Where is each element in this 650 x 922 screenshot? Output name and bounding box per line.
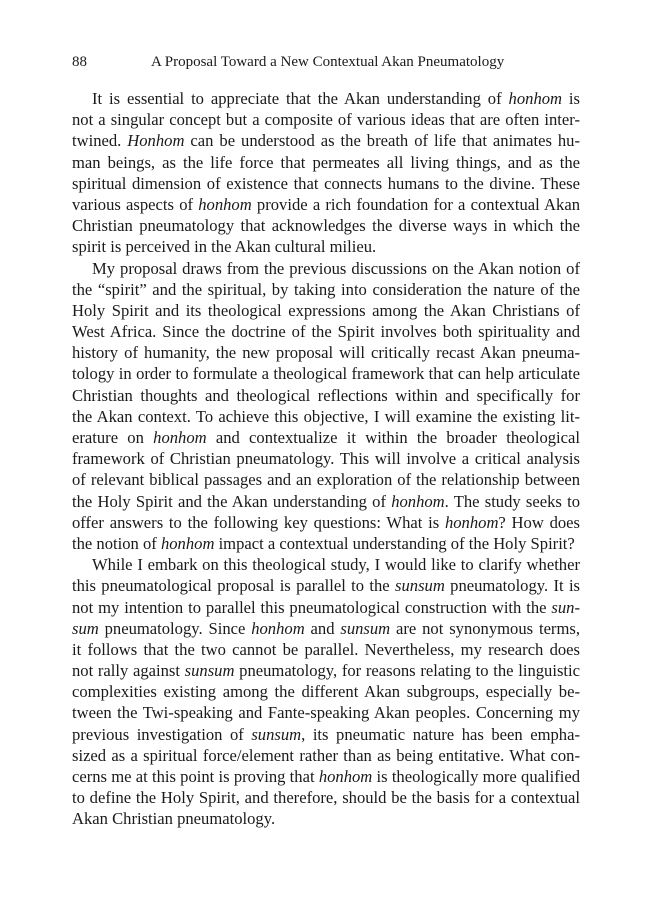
text-line	[72, 597, 580, 618]
text-run: twined.	[72, 131, 128, 151]
text-run: not my intention to parallel this pneumatological construction with the	[72, 597, 552, 617]
text-line	[72, 702, 580, 723]
text-run: is theologically more qualified	[372, 767, 580, 786]
italic-term: sum	[72, 618, 99, 638]
text-run: complexities existing among the different Akan subgroups, especially be-	[72, 682, 580, 702]
page-number: 88	[72, 54, 87, 70]
text-line	[72, 491, 580, 512]
italic-term: sunsum	[340, 618, 391, 638]
text-line	[72, 279, 580, 300]
text-run: . The study seeks to	[444, 491, 580, 511]
text-line	[72, 300, 580, 321]
text-run: pneumatology, for reasons relating to the linguistic	[234, 661, 580, 681]
text-line	[72, 406, 580, 427]
text-line	[72, 745, 580, 766]
text-run: this pneumatological proposal is parallel to the	[72, 576, 396, 596]
italic-term: honhom	[153, 428, 207, 447]
text-line	[72, 618, 580, 639]
text-line	[72, 512, 580, 533]
italic-term: sunsum	[251, 724, 302, 744]
italic-term: sunsum	[395, 576, 445, 596]
text-run: Christian thoughts and theological reflections within and specifically for	[72, 385, 580, 405]
text-run: cerns me at this point is proving that	[72, 767, 319, 786]
running-head	[72, 52, 580, 72]
text-run: erature on	[72, 428, 154, 447]
text-line	[72, 236, 580, 257]
text-line	[72, 448, 580, 469]
italic-term: honhom	[160, 533, 215, 553]
text-run: the “spirit” and the spiritual, by taking into consideration the nature of the	[72, 279, 580, 299]
text-line	[72, 639, 580, 660]
text-line	[72, 766, 580, 787]
text-line	[72, 258, 580, 279]
running-title: A Proposal Toward a New Contextual Akan Pneumatology	[151, 54, 505, 70]
text-run: , its pneumatic nature has been empha-	[301, 724, 580, 744]
text-run: provide a rich foundation for a contextual Akan	[251, 194, 580, 214]
text-run: the notion of	[72, 533, 161, 553]
text-line	[72, 342, 580, 363]
text-run: the Holy Spirit and the Akan understanding of	[72, 491, 392, 511]
text-line	[72, 808, 580, 829]
text-run: tology in order to formulate a theological framework that can help articulate	[72, 364, 580, 384]
text-line	[72, 385, 580, 406]
text-line	[72, 554, 580, 575]
italic-term: Honhom	[127, 131, 185, 151]
italic-term: honhom	[198, 194, 252, 214]
text-run: spiritual dimension of existence that connects humans to the divine. These	[72, 173, 580, 193]
text-run: pneumatology. It is	[444, 576, 580, 596]
text-run: pneumatology. Since	[98, 618, 252, 638]
text-line	[72, 724, 580, 745]
text-line	[72, 427, 580, 448]
text-run: impact a contextual understanding of the Holy Spirit?	[214, 533, 575, 553]
text-line	[72, 660, 580, 681]
text-line	[72, 681, 580, 702]
text-run: Christian pneumatology that acknowledges the diverse ways in which the	[72, 216, 580, 236]
italic-term: sunsum	[184, 661, 235, 681]
paragraph-2	[72, 258, 580, 555]
text-run: is	[562, 89, 580, 108]
text-run: framework of Christian pneumatology. This will involve a critical analysis	[72, 449, 580, 469]
text-run: can be understood as the breath of life that animates hu-	[184, 131, 580, 151]
body-text	[72, 88, 580, 830]
text-run: offer answers to the following key questions: What is	[72, 512, 445, 532]
italic-term: honhom	[391, 491, 445, 511]
text-line	[72, 787, 580, 808]
text-line	[72, 533, 580, 554]
text-run: man beings, as the life force that permeates all living things, and as the	[72, 152, 580, 172]
text-run: the Akan context. To achieve this objective, I will examine the existing lit-	[72, 406, 580, 426]
text-run: ? How does	[498, 512, 580, 532]
text-run: and contextualize it within the broader theological	[206, 428, 580, 447]
text-run: it follows that the two cannot be parallel. Nevertheless, my research does	[72, 639, 580, 659]
text-line	[72, 575, 580, 596]
text-line	[72, 215, 580, 236]
text-line	[72, 109, 580, 130]
text-run: various aspects of	[72, 194, 199, 214]
text-line	[72, 173, 580, 194]
text-line	[72, 469, 580, 490]
italic-term: honhom	[508, 89, 563, 108]
italic-term: sun-	[551, 597, 580, 617]
text-run: not rally against	[72, 661, 185, 681]
text-run: It is essential to appreciate that the Akan understanding of	[92, 89, 509, 108]
text-run: history of humanity, the new proposal will critically recast Akan pneuma-	[72, 343, 580, 363]
text-run: West Africa. Since the doctrine of the Spirit involves both spirituality and	[72, 322, 580, 342]
text-line	[72, 88, 580, 109]
text-line	[72, 363, 580, 384]
text-run: sized as a spiritual force/element rather than as being entitative. What con-	[72, 745, 580, 765]
text-run: While I embark on this theological study, I would like to clarify whether	[92, 555, 580, 575]
text-line	[72, 130, 580, 151]
text-run: spirit is perceived in the Akan cultural milieu.	[72, 237, 377, 257]
italic-term: honhom	[251, 618, 305, 638]
paragraph-3	[72, 554, 580, 829]
text-run: My proposal draws from the previous discussions on the Akan notion of	[92, 258, 580, 278]
text-run: previous investigation of	[72, 724, 252, 744]
text-run: tween the Twi-speaking and Fante-speaking Akan peoples. Concerning my	[72, 703, 580, 723]
text-run: Holy Spirit and its theological expressions among the Akan Christians of	[72, 300, 580, 320]
text-line	[72, 321, 580, 342]
text-line	[72, 194, 580, 215]
text-run: Akan Christian pneumatology.	[72, 809, 276, 829]
text-run: not a singular concept but a composite of various ideas that are often inter-	[72, 110, 580, 130]
text-run: and	[304, 618, 341, 638]
italic-term: honhom	[318, 767, 373, 786]
text-run: are not synonymous terms,	[390, 618, 580, 638]
text-line	[72, 152, 580, 173]
paragraph-1	[72, 88, 580, 258]
text-run: to define the Holy Spirit, and therefore, should be the basis for a contextual	[72, 788, 580, 808]
text-run: of relevant biblical passages and an exploration of the relationship between	[72, 470, 580, 490]
italic-term: honhom	[444, 512, 499, 532]
